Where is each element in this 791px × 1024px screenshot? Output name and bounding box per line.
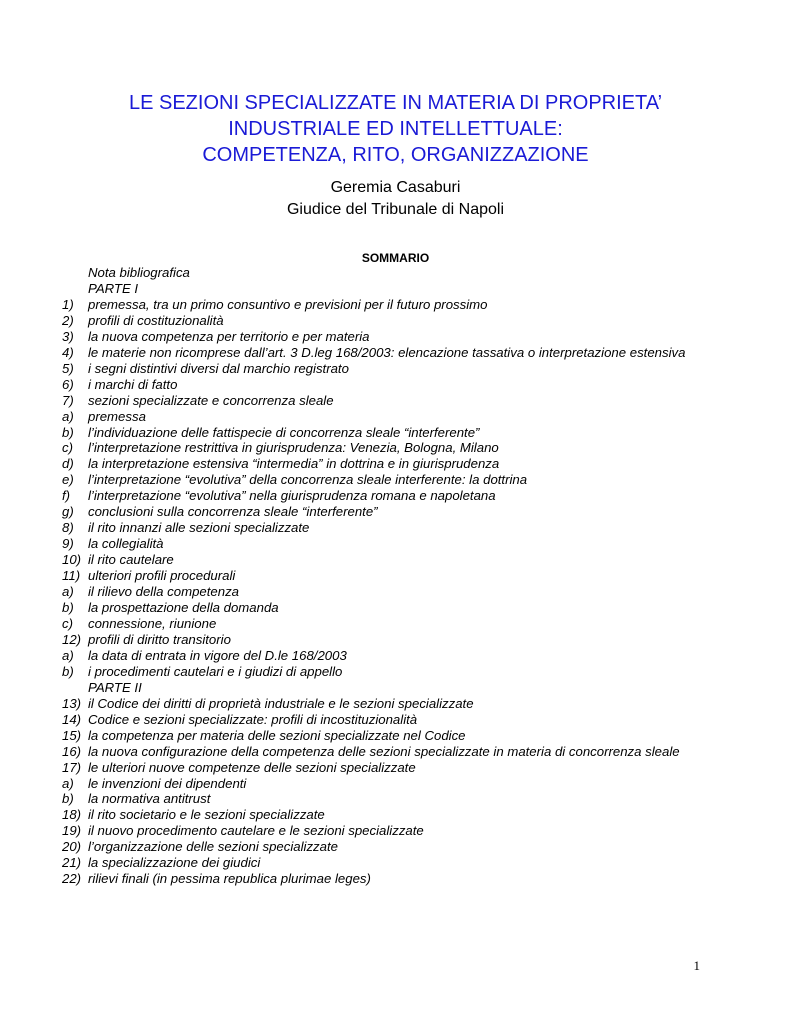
toc-item [62, 616, 732, 632]
toc-item [62, 504, 732, 520]
toc-item [62, 456, 732, 472]
toc-item [62, 728, 732, 744]
toc-item-spacer [62, 281, 88, 297]
toc-item-number: 16) [62, 743, 82, 759]
toc-item-text: le invenzioni dei dipendenti [88, 775, 247, 791]
toc-item-number: c) [62, 440, 73, 456]
toc-item-number: 13) [62, 695, 82, 711]
toc-item-text: premessa, tra un primo consuntivo e previsioni per il futuro prossimo [88, 296, 488, 312]
toc-item-text: conclusioni sulla concorrenza sleale “interferente” [88, 504, 378, 520]
toc-item [62, 600, 732, 616]
toc-item-text: la data di entrata in vigore del D.le 168/2003 [88, 647, 347, 663]
toc-item [62, 632, 732, 648]
toc-item-text: la collegialità [88, 536, 164, 552]
toc-item [62, 425, 732, 441]
author-block [0, 177, 791, 221]
toc-item-number: 12) [62, 631, 82, 647]
toc-item [62, 297, 732, 313]
toc-item-text: la normativa antitrust [88, 791, 211, 807]
toc-item-number: b) [62, 424, 74, 440]
toc-item-number: b) [62, 600, 74, 616]
toc-item-number: 3) [62, 328, 74, 344]
title-line: INDUSTRIALE ED INTELLETTUALE: [228, 118, 563, 140]
toc-item [62, 552, 732, 568]
toc-item-number: 10) [62, 552, 82, 568]
toc-item [62, 760, 732, 776]
toc-item-number: 18) [62, 807, 82, 823]
toc-item [62, 744, 732, 760]
toc-item [62, 440, 732, 456]
toc-item-number: 19) [62, 823, 82, 839]
toc-item-number: 14) [62, 711, 82, 727]
toc-item-text: la competenza per materia delle sezioni specializzate nel Codice [88, 727, 466, 743]
toc-item-text: l’organizzazione delle sezioni specializzate [88, 839, 338, 855]
toc-item-number: 17) [62, 759, 82, 775]
toc-item [62, 520, 732, 536]
toc-item [62, 584, 732, 600]
toc-item-text: le materie non ricomprese dall’art. 3 D.leg 168/2003: elencazione tassativa o interpretazione estensiva [88, 344, 686, 360]
toc-item [62, 409, 732, 425]
toc-item-number: g) [62, 504, 74, 520]
toc-item-text: il nuovo procedimento cautelare e le sezioni specializzate [88, 823, 424, 839]
toc-item-text: profili di diritto transitorio [88, 631, 231, 647]
toc-item [62, 648, 732, 664]
toc-item-text: le ulteriori nuove competenze delle sezioni specializzate [88, 759, 416, 775]
toc-item-number: 9) [62, 536, 74, 552]
toc-item-number: a) [62, 647, 74, 663]
table-of-contents [62, 265, 732, 887]
toc-item-text: la prospettazione della domanda [88, 600, 279, 616]
toc-item-text: PARTE II [88, 679, 142, 695]
toc-item [62, 361, 732, 377]
summary-heading: SOMMARIO [361, 251, 430, 265]
toc-item [62, 680, 732, 696]
toc-item [62, 281, 732, 297]
toc-item-number: 4) [62, 344, 74, 360]
toc-item [62, 823, 732, 839]
toc-item-text: ulteriori profili procedurali [88, 568, 236, 584]
toc-item [62, 536, 732, 552]
toc-item-text: la nuova configurazione della competenza delle sezioni specializzate in materia di concorrenza sleale [88, 743, 680, 759]
toc-item [62, 871, 732, 887]
toc-item-text: la interpretazione estensiva “intermedia” in dottrina e in giurisprudenza [88, 456, 500, 472]
toc-item-text: l’interpretazione restrittiva in giurisprudenza: Venezia, Bologna, Milano [88, 440, 499, 456]
toc-item [62, 839, 732, 855]
toc-item-number: 1) [62, 296, 74, 312]
toc-item [62, 472, 732, 488]
toc-item [62, 488, 732, 504]
toc-item-text: il rito societario e le sezioni specializzate [88, 807, 325, 823]
toc-item-number: 7) [62, 392, 74, 408]
author-role: Giudice del Tribunale di Napoli [286, 201, 504, 218]
toc-item-text: rilievi finali (in pessima republica plurimae leges) [88, 871, 371, 887]
toc-item-number: a) [62, 584, 74, 600]
page-number: 1 [693, 958, 700, 973]
toc-item-number: 6) [62, 376, 74, 392]
toc-item [62, 393, 732, 409]
toc-item-text: la specializzazione dei giudici [88, 855, 261, 871]
toc-item-text: l’interpretazione “evolutiva” della concorrenza sleale interferente: la dottrina [88, 472, 528, 488]
toc-item [62, 696, 732, 712]
toc-item-text: connessione, riunione [88, 615, 217, 631]
toc-item-spacer [62, 680, 88, 696]
toc-item [62, 855, 732, 871]
toc-item [62, 807, 732, 823]
toc-item [62, 776, 732, 792]
toc-item-text: il rito innanzi alle sezioni specializzate [88, 520, 310, 536]
toc-item-text: sezioni specializzate e concorrenza sleale [88, 392, 334, 408]
title-line: COMPETENZA, RITO, ORGANIZZAZIONE [202, 144, 589, 166]
title-line: LE SEZIONI SPECIALIZZATE IN MATERIA DI PROPRIETA’ [128, 92, 663, 114]
toc-item-number: d) [62, 456, 74, 472]
toc-item-number: 11) [62, 568, 81, 584]
toc-item-number: a) [62, 408, 74, 424]
toc-item [62, 265, 732, 281]
toc-item-text: premessa [88, 408, 146, 424]
toc-item-number: 22) [62, 871, 82, 887]
toc-item-text: Nota bibliografica [88, 265, 190, 280]
toc-item-text: il Codice dei diritti di proprietà industriale e le sezioni specializzate [88, 695, 474, 711]
toc-item-number: 20) [62, 839, 82, 855]
toc-item [62, 329, 732, 345]
toc-item-text: PARTE I [88, 280, 139, 296]
document-title [0, 90, 791, 168]
toc-item-number: 5) [62, 360, 74, 376]
toc-item [62, 377, 732, 393]
toc-item-text: Codice e sezioni specializzate: profili di incostituzionalità [88, 711, 418, 727]
toc-item-text: i marchi di fatto [88, 376, 178, 392]
toc-item-number: 8) [62, 520, 74, 536]
toc-item-text: l’individuazione delle fattispecie di concorrenza sleale “interferente” [88, 424, 480, 440]
toc-item-text: profili di costituzionalità [88, 312, 224, 328]
toc-item-number: 21) [62, 855, 82, 871]
toc-item-number: 2) [62, 312, 74, 328]
toc-item-text: l’interpretazione “evolutiva” nella giurisprudenza romana e napoletana [88, 488, 496, 504]
toc-item [62, 345, 732, 361]
toc-item-number: a) [62, 775, 74, 791]
toc-item-text: i segni distintivi diversi dal marchio registrato [88, 360, 349, 376]
toc-item [62, 568, 732, 584]
toc-item [62, 313, 732, 329]
toc-item-spacer [62, 265, 88, 281]
toc-item [62, 664, 732, 680]
toc-item-number: b) [62, 663, 74, 679]
toc-item-number: b) [62, 791, 74, 807]
toc-item-text: il rilievo della competenza [88, 584, 239, 600]
toc-item-text: la nuova competenza per territorio e per materia [88, 328, 370, 344]
toc-item-text: i procedimenti cautelari e i giudizi di appello [88, 663, 343, 679]
toc-item-number: e) [62, 472, 74, 488]
author-name: Geremia Casaburi [330, 179, 461, 196]
toc-item-text: il rito cautelare [88, 552, 174, 568]
toc-item-number: c) [62, 615, 73, 631]
toc-item [62, 791, 732, 807]
toc-item-number: f) [62, 488, 71, 504]
toc-item-number: 15) [62, 727, 82, 743]
toc-item [62, 712, 732, 728]
